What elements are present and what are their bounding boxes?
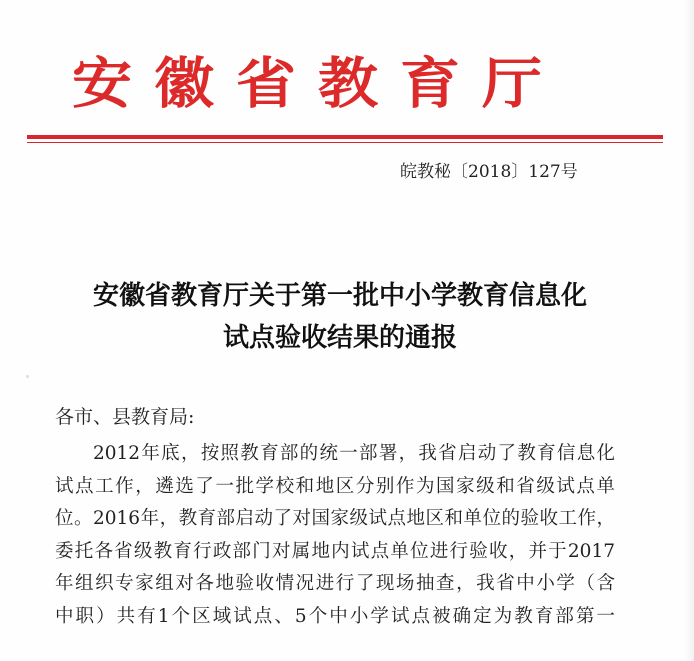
document-number: 皖教秘〔2018〕127号	[400, 162, 578, 182]
body-line: 试点工作，遴选了一批学校和地区分别作为国家级和省级试点单	[55, 475, 615, 497]
body-line: 委托各省级教育行政部门对属地内试点单位进行验收，并于2017	[55, 540, 615, 562]
scan-edge-shadow	[684, 0, 694, 661]
body-line: 2012年底，按照教育部的统一部署，我省启动了教育信息化	[93, 443, 615, 464]
document-title	[40, 275, 640, 359]
title-line-2: 试点验收结果的通报	[222, 323, 457, 353]
masthead-rule-thick	[27, 135, 663, 139]
agency-masthead: 安徽省教育厅	[72, 52, 564, 117]
body-line: 中职）共有1个区域试点、5个中小学试点被确定为教育部第一	[55, 605, 615, 627]
body-paragraph	[55, 438, 615, 634]
masthead-rule-thin	[27, 142, 663, 143]
scan-speck	[26, 375, 29, 378]
body-line: 位。2016年，教育部启动了对国家级试点地区和单位的验收工作，	[55, 508, 615, 530]
body-line: 年组织专家组对各地验收情况进行了现场抽查，我省中小学（含	[55, 573, 615, 595]
salutation: 各市、县教育局:	[55, 406, 195, 428]
title-line-1: 安徽省教育厅关于第一批中小学教育信息化	[92, 281, 587, 311]
